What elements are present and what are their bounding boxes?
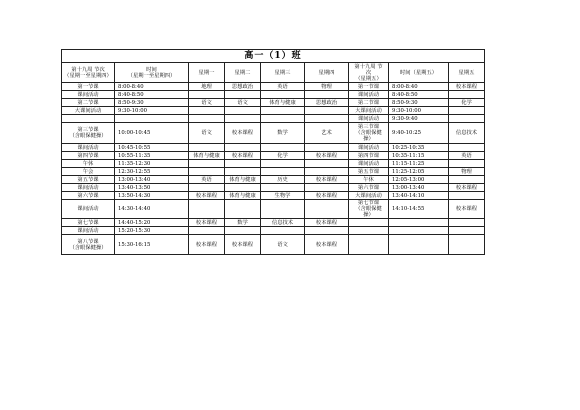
fri-cell: 校本课程 <box>449 200 485 219</box>
mon-cell <box>189 184 225 192</box>
mon-cell <box>189 91 225 99</box>
period-cell: 第一节课 <box>62 83 115 91</box>
mon-cell <box>189 160 225 168</box>
tue-cell <box>225 227 261 235</box>
class-title: 高一（1）班 <box>62 50 485 63</box>
time-header-fri: 时间（星期五） <box>389 63 449 83</box>
table-row <box>62 115 485 123</box>
time-cell: 9:30-10:00 <box>115 107 189 115</box>
period-cell: 课间活动 <box>62 227 115 235</box>
timetable <box>61 49 485 255</box>
thu-cell <box>305 184 349 192</box>
fri-cell: 信息技术 <box>449 123 485 144</box>
table-row <box>62 83 485 91</box>
table-row <box>62 176 485 184</box>
thu-cell: 校本课程 <box>305 219 349 227</box>
fri-cell <box>449 91 485 99</box>
period-header-mon-thu: 第十九周 节次 （星期一至星期四） <box>62 63 115 83</box>
thu-cell: 校本课程 <box>305 152 349 160</box>
fri-time-cell: 13:40-14:10 <box>389 192 449 200</box>
tue-cell <box>225 168 261 176</box>
table-row <box>62 123 485 144</box>
mon-cell: 语文 <box>189 123 225 144</box>
fri-cell <box>449 144 485 152</box>
wed-cell <box>261 227 305 235</box>
period-cell: 第七节课 <box>62 219 115 227</box>
fri-time-cell: 8:50-9:30 <box>389 99 449 107</box>
thu-cell <box>305 115 349 123</box>
time-cell: 10:00-10:45 <box>115 123 189 144</box>
period-cell: 第六节课 <box>62 192 115 200</box>
fri-time-cell: 14:10-14:55 <box>389 200 449 219</box>
thu-cell <box>305 107 349 115</box>
time-cell: 14:40-15:20 <box>115 219 189 227</box>
fri-period-cell <box>349 219 389 227</box>
thu-cell <box>305 227 349 235</box>
fri-cell: 校本课程 <box>449 83 485 91</box>
time-cell: 8:00-8:40 <box>115 83 189 91</box>
period-cell: 第五节课 <box>62 176 115 184</box>
fri-time-cell: 10:35-11:15 <box>389 152 449 160</box>
tue-cell: 校本课程 <box>225 235 261 255</box>
mon-cell <box>189 144 225 152</box>
mon-cell <box>189 200 225 219</box>
day-header-fri: 星期五 <box>449 63 485 83</box>
thu-cell <box>305 160 349 168</box>
thu-cell <box>305 168 349 176</box>
fri-cell <box>449 227 485 235</box>
table-row <box>62 168 485 176</box>
fri-cell: 物理 <box>449 168 485 176</box>
mon-cell: 体育与健康 <box>189 152 225 160</box>
mon-cell: 地理 <box>189 83 225 91</box>
table-row <box>62 107 485 115</box>
mon-cell: 校本课程 <box>189 235 225 255</box>
fri-period-cell: 第五节课 <box>349 168 389 176</box>
table-row <box>62 160 485 168</box>
tue-cell <box>225 200 261 219</box>
time-cell: 15:20-15:30 <box>115 227 189 235</box>
fri-period-cell: 第四节课 <box>349 152 389 160</box>
time-cell <box>115 115 189 123</box>
tue-cell <box>225 144 261 152</box>
time-cell: 10:55-11:35 <box>115 152 189 160</box>
wed-cell: 体育与健康 <box>261 99 305 107</box>
table-row <box>62 152 485 160</box>
period-cell: 第四节课 <box>62 152 115 160</box>
time-cell: 8:50-9:30 <box>115 99 189 107</box>
period-cell: 第三节课 （含眼保健操） <box>62 123 115 144</box>
fri-cell: 英语 <box>449 152 485 160</box>
wed-cell: 语文 <box>261 235 305 255</box>
fri-period-cell: 课间活动 <box>349 115 389 123</box>
day-header-tue: 星期二 <box>225 63 261 83</box>
period-cell: 午休 <box>62 160 115 168</box>
fri-time-cell: 10:25-10:35 <box>389 144 449 152</box>
period-header-fri: 第十九周 节 次 （星期五） <box>349 63 389 83</box>
wed-cell <box>261 160 305 168</box>
table-row <box>62 192 485 200</box>
tue-cell <box>225 107 261 115</box>
time-cell: 14:30-14:40 <box>115 200 189 219</box>
table-row <box>62 200 485 219</box>
thu-cell <box>305 144 349 152</box>
fri-time-cell: 9:30-9:40 <box>389 115 449 123</box>
tue-cell <box>225 91 261 99</box>
period-cell: 课间活动 <box>62 200 115 219</box>
fri-period-cell: 课间活动 <box>349 160 389 168</box>
tue-cell <box>225 184 261 192</box>
fri-period-cell: 课间活动 <box>349 91 389 99</box>
tue-cell: 数学 <box>225 219 261 227</box>
fri-cell <box>449 192 485 200</box>
wed-cell <box>261 107 305 115</box>
fri-period-cell <box>349 235 389 255</box>
period-cell: 第二节课 <box>62 99 115 107</box>
period-cell: 第八节课 （含眼保健操） <box>62 235 115 255</box>
tue-cell: 校本课程 <box>225 152 261 160</box>
fri-time-cell: 11:25-12:05 <box>389 168 449 176</box>
fri-time-cell: 13:00-13:40 <box>389 184 449 192</box>
wed-cell: 历史 <box>261 176 305 184</box>
time-cell: 13:50-14:30 <box>115 192 189 200</box>
tue-cell <box>225 115 261 123</box>
time-cell: 11:35-12:30 <box>115 160 189 168</box>
thu-cell: 校本课程 <box>305 192 349 200</box>
mon-cell: 校本课程 <box>189 219 225 227</box>
fri-period-cell <box>349 227 389 235</box>
thu-cell <box>305 91 349 99</box>
tue-cell: 校本课程 <box>225 123 261 144</box>
period-cell: 课间活动 <box>62 144 115 152</box>
fri-period-cell: 课间活动 <box>349 144 389 152</box>
fri-period-cell: 第三节课 （含眼保健 操） <box>349 123 389 144</box>
period-cell: 大课间活动 <box>62 107 115 115</box>
period-cell: 课间活动 <box>62 91 115 99</box>
table-row <box>62 227 485 235</box>
fri-cell <box>449 235 485 255</box>
thu-cell: 校本课程 <box>305 176 349 184</box>
fri-cell: 化学 <box>449 99 485 107</box>
mon-cell: 语文 <box>189 99 225 107</box>
table-row <box>62 235 485 255</box>
table-row <box>62 144 485 152</box>
fri-period-cell: 第七节课 （含眼保健 操） <box>349 200 389 219</box>
tue-cell: 体育与健康 <box>225 192 261 200</box>
fri-time-cell: 12:05-13:00 <box>389 176 449 184</box>
fri-time-cell: 9:40-10:25 <box>389 123 449 144</box>
tue-cell: 语文 <box>225 99 261 107</box>
mon-cell: 校本课程 <box>189 192 225 200</box>
thu-cell: 艺术 <box>305 123 349 144</box>
period-cell <box>62 115 115 123</box>
table-row <box>62 99 485 107</box>
time-header-mon-thu: 时间 （星期一至星期四） <box>115 63 189 83</box>
fri-cell <box>449 176 485 184</box>
day-header-mon: 星期一 <box>189 63 225 83</box>
mon-cell <box>189 115 225 123</box>
table-row <box>62 184 485 192</box>
fri-cell <box>449 219 485 227</box>
wed-cell <box>261 184 305 192</box>
fri-cell: 校本课程 <box>449 184 485 192</box>
time-cell: 13:00-13:40 <box>115 176 189 184</box>
thu-cell: 物理 <box>305 83 349 91</box>
tue-cell: 体育与健康 <box>225 176 261 184</box>
mon-cell: 英语 <box>189 176 225 184</box>
day-header-wed: 星期三 <box>261 63 305 83</box>
wed-cell <box>261 168 305 176</box>
wed-cell: 数学 <box>261 123 305 144</box>
fri-period-cell: 大课间活动 <box>349 192 389 200</box>
header-row <box>62 63 485 83</box>
fri-time-cell <box>389 219 449 227</box>
thu-cell <box>305 200 349 219</box>
wed-cell: 信息技术 <box>261 219 305 227</box>
fri-cell <box>449 107 485 115</box>
tue-cell <box>225 160 261 168</box>
tue-cell: 思想政治 <box>225 83 261 91</box>
day-header-thu: 星期四 <box>305 63 349 83</box>
wed-cell: 英语 <box>261 83 305 91</box>
period-cell: 课间活动 <box>62 184 115 192</box>
fri-time-cell: 8:40-8:50 <box>389 91 449 99</box>
fri-period-cell: 大课间活动 <box>349 107 389 115</box>
fri-period-cell: 第二节课 <box>349 99 389 107</box>
mon-cell <box>189 168 225 176</box>
fri-time-cell <box>389 235 449 255</box>
time-cell: 15:30-16:15 <box>115 235 189 255</box>
fri-time-cell: 11:15-11:25 <box>389 160 449 168</box>
fri-cell <box>449 160 485 168</box>
thu-cell: 思想政治 <box>305 99 349 107</box>
fri-time-cell: 8:00-8:40 <box>389 83 449 91</box>
wed-cell: 生物学 <box>261 192 305 200</box>
wed-cell <box>261 115 305 123</box>
thu-cell: 校本课程 <box>305 235 349 255</box>
table-row <box>62 219 485 227</box>
wed-cell <box>261 200 305 219</box>
table-row <box>62 91 485 99</box>
fri-time-cell: 9:30-10:00 <box>389 107 449 115</box>
mon-cell <box>189 227 225 235</box>
fri-cell <box>449 115 485 123</box>
fri-period-cell: 第六节课 <box>349 184 389 192</box>
fri-time-cell <box>389 227 449 235</box>
time-cell: 10:45-10:55 <box>115 144 189 152</box>
time-cell: 8:40-8:50 <box>115 91 189 99</box>
mon-cell <box>189 107 225 115</box>
fri-period-cell: 第一节课 <box>349 83 389 91</box>
fri-period-cell: 午休 <box>349 176 389 184</box>
period-cell: 午会 <box>62 168 115 176</box>
wed-cell <box>261 144 305 152</box>
wed-cell <box>261 91 305 99</box>
wed-cell: 化学 <box>261 152 305 160</box>
time-cell: 12:30-12:55 <box>115 168 189 176</box>
time-cell: 13:40-13:50 <box>115 184 189 192</box>
